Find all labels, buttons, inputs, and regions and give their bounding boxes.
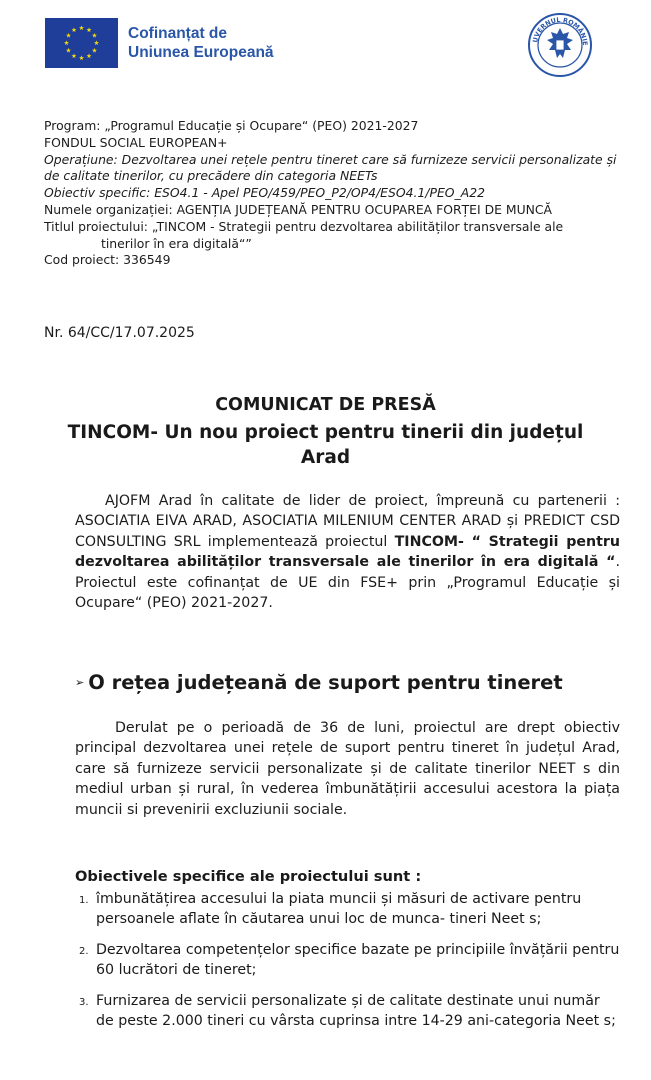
list-number: 1.	[79, 895, 89, 906]
project-info	[44, 118, 624, 269]
eu-star-icon	[87, 53, 92, 58]
project-title-continuation: tinerilor în era digitală“”	[101, 235, 252, 251]
objectives-list	[75, 889, 620, 1042]
list-item-text: Dezvoltarea competențelor specifice bazate pe principiile învățării pentru 60 lucrători de tineret;	[96, 942, 620, 978]
intro-text-2: . Proiectul este cofinanțat de UE din FSE+ prin „Programul Educație și Ocupare“ (PEO) 2021-2027.	[75, 554, 620, 612]
section-heading	[75, 671, 563, 694]
eu-cofinancing-logo	[45, 18, 274, 68]
eu-star-icon	[66, 48, 71, 53]
eu-stars	[45, 18, 118, 68]
eu-star-icon	[94, 40, 99, 45]
list-item	[75, 991, 620, 1031]
eu-text-line1: Cofinanțat de	[128, 25, 228, 42]
eu-cofinancing-text	[128, 24, 274, 62]
eu-star-icon	[72, 53, 77, 58]
eu-star-icon	[66, 33, 71, 38]
objectives-heading: Obiectivele specifice ale proiectului sunt :	[75, 868, 422, 885]
list-item	[75, 940, 620, 980]
eu-star-icon	[64, 40, 69, 45]
seal-text: UVERNUL ROMÂNIE	[531, 15, 590, 46]
body-paragraph: Derulat pe o perioadă de 36 de luni, proiectul are drept obiectiv principal dezvoltarea unei rețele de suport pentru tineret în județul Arad, care să furnizeze servicii personalizate și de calitate tinerilor NEET s din mediul urban și rural, în vederea îmbunătățirii accesului acestora la piața muncii si prevenirii excluziunii sociale.	[75, 720, 620, 818]
romanian-government-seal-icon	[527, 12, 593, 78]
eu-star-icon	[92, 48, 97, 53]
press-release-title	[0, 393, 651, 470]
eu-star-icon	[87, 27, 92, 32]
intro-text-1: AJOFM Arad în calitate de lider de proiect, împreună cu partenerii : ASOCIATIA EIVA ARAD, ASOCIATIA MILENIUM CENTER ARAD și PREDICT CSD CONSULTING SRL implementează proiectul	[75, 493, 620, 550]
document-number: Nr. 64/CC/17.07.2025	[44, 325, 195, 341]
title-subheading: TINCOM- Un nou proiect pentru tinerii din județul	[67, 422, 584, 443]
operation-line: Operațiune: Dezvoltarea unei rețele pentru tineret care să furnizeze servicii personalizate și de calitate tinerilor, cu precădere din categoria NEETs	[44, 151, 617, 184]
eu-star-icon	[79, 25, 84, 30]
list-item-text: îmbunătățirea accesului la piata muncii și măsuri de activare pentru persoanele aflate în căutarea unui loc de munca- tineri Neet s;	[96, 891, 582, 927]
list-item	[75, 889, 620, 929]
project-title-line: Titlul proiectului: „TINCOM - Strategii pentru dezvoltarea abilităților transversale ale	[44, 218, 564, 234]
list-item-text: Furnizarea de servicii personalizate și de calitate destinate unui număr de peste 2.000 tineri cu vârsta cuprinsa intre 14-29 ani-categoria Neet s;	[96, 993, 616, 1029]
title-heading: COMUNICAT DE PRESĂ	[215, 395, 436, 415]
eu-flag-icon	[45, 18, 118, 68]
section-heading-text: O rețea județeană de suport pentru tineret	[88, 671, 563, 694]
arrow-bullet-icon: ➢	[75, 676, 85, 689]
eu-text-line2: Uniunea Europeană	[128, 44, 274, 61]
organization-line: Numele organizației: AGENȚIA JUDEȚEANĂ PENTRU OCUPAREA FORȚEI DE MUNCĂ	[44, 201, 553, 217]
eu-star-icon	[92, 33, 97, 38]
fund-line: FONDUL SOCIAL EUROPEAN+	[44, 134, 228, 150]
title-subheading-cont: Arad	[300, 447, 351, 468]
list-number: 3.	[79, 997, 89, 1008]
eu-star-icon	[79, 55, 84, 60]
list-number: 2.	[79, 946, 89, 957]
project-code-line: Cod proiect: 336549	[44, 252, 171, 268]
intro-paragraph	[75, 491, 620, 613]
program-line: Program: „Programul Educație și Ocupare“ (PEO) 2021-2027	[44, 118, 419, 133]
eu-star-icon	[72, 27, 77, 32]
intro-project-name: TINCOM- “ Strategii pentru dezvoltarea abilităților transversale ale tinerilor în era digitală “	[75, 533, 620, 571]
objective-line: Obiectiv specific: ESO4.1 - Apel PEO/459/PEO_P2/OP4/ESO4.1/PEO_A22	[44, 185, 485, 201]
